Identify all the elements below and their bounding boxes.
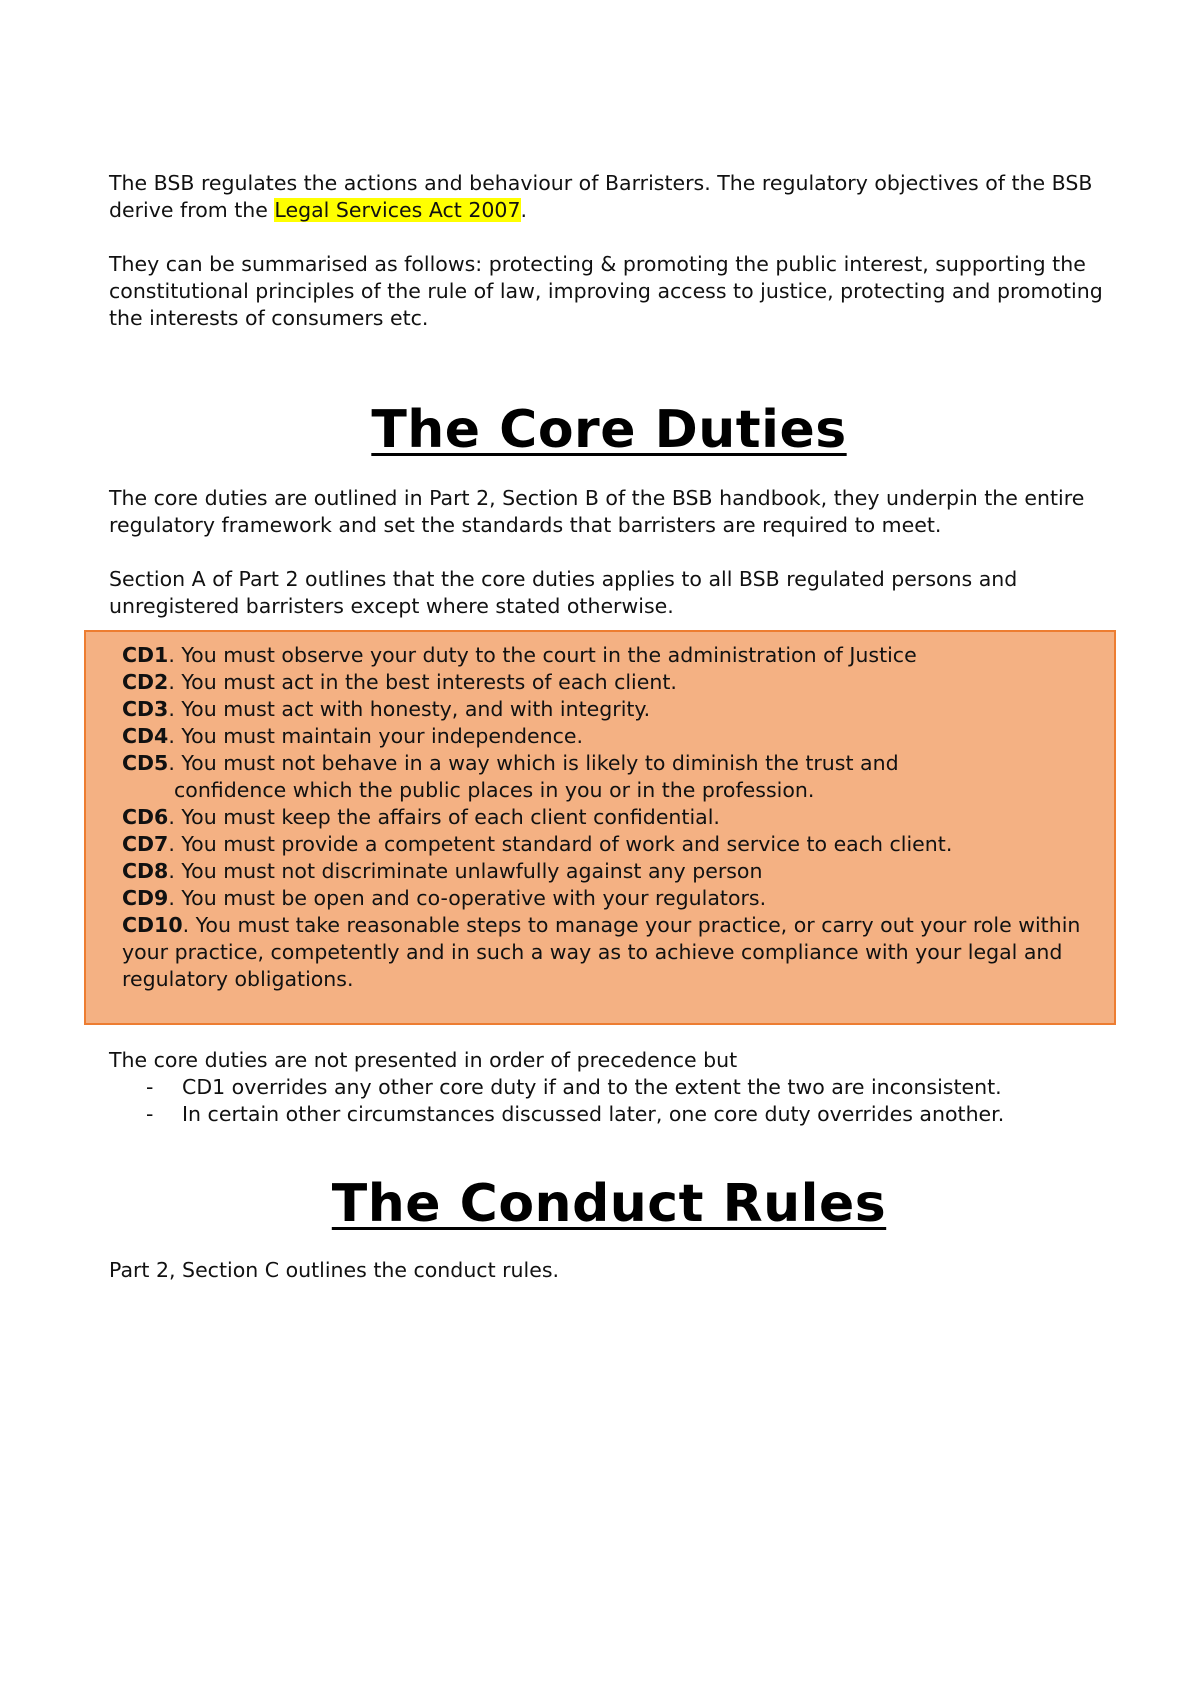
intro-paragraph-1 bbox=[109, 170, 1109, 224]
list-item-text: In certain other circumstances discussed later, one core duty overrides another. bbox=[182, 1102, 1005, 1126]
core-duty-item bbox=[122, 723, 1094, 750]
core-duty-text: . You must observe your duty to the court in the administration of Justice bbox=[168, 643, 917, 667]
dash-bullet: - bbox=[146, 1075, 154, 1099]
core-duty-code: CD7 bbox=[122, 832, 169, 856]
core-duty-item bbox=[122, 858, 1094, 885]
core-duty-code: CD6 bbox=[122, 805, 169, 829]
section-a-paragraph: Section A of Part 2 outlines that the core duties applies to all BSB regulated persons and unregistered barristers except where stated otherwise. bbox=[109, 567, 1018, 618]
core-duty-text: . You must provide a competent standard of work and service to each client. bbox=[168, 832, 953, 856]
dash-bullet: - bbox=[146, 1102, 154, 1126]
conduct-rules-heading: The Conduct Rules bbox=[331, 1174, 887, 1234]
core-duty-text: . You must not discriminate unlawfully against any person bbox=[168, 859, 763, 883]
intro-text-before-highlight: The BSB regulates the actions and behaviour of Barristers. The regulatory objectives of the BSB derive from the bbox=[109, 171, 1093, 222]
core-duty-item bbox=[122, 912, 1094, 993]
core-duty-item bbox=[122, 642, 1094, 669]
core-duty-text: . You must keep the affairs of each client confidential. bbox=[168, 805, 720, 829]
core-duty-code: CD8 bbox=[122, 859, 169, 883]
list-item bbox=[109, 1074, 1109, 1101]
core-duty-text: . You must maintain your independence. bbox=[168, 724, 583, 748]
core-duties-intro: The core duties are outlined in Part 2, Section B of the BSB handbook, they underpin the entire regulatory framework and set the standards that barristers are required to meet. bbox=[109, 486, 1085, 537]
document-page bbox=[109, 170, 1109, 1284]
core-duty-text: . You must not behave in a way which is likely to diminish the trust and bbox=[168, 751, 899, 775]
core-duties-box bbox=[84, 630, 1116, 1025]
core-duty-code: CD9 bbox=[122, 886, 169, 910]
intro-text-after-highlight: . bbox=[520, 198, 528, 222]
core-duty-item bbox=[122, 804, 1094, 831]
precedence-intro: The core duties are not presented in order of precedence but bbox=[109, 1048, 738, 1072]
core-duty-item bbox=[122, 750, 1094, 777]
list-item-text: CD1 overrides any other core duty if and to the extent the two are inconsistent. bbox=[182, 1075, 1002, 1099]
core-duty-continuation: confidence which the public places in you or in the profession. bbox=[174, 778, 815, 802]
list-item bbox=[109, 1101, 1109, 1128]
core-duty-item bbox=[122, 696, 1094, 723]
core-duty-code: CD5 bbox=[122, 751, 169, 775]
core-duty-item bbox=[122, 669, 1094, 696]
core-duty-code: CD1 bbox=[122, 643, 169, 667]
core-duty-code: CD3 bbox=[122, 697, 169, 721]
core-duty-code: CD10 bbox=[122, 913, 183, 937]
core-duty-text: . You must act with honesty, and with integrity. bbox=[168, 697, 651, 721]
core-duty-code: CD4 bbox=[122, 724, 169, 748]
core-duty-item bbox=[122, 885, 1094, 912]
core-duty-text: . You must be open and co-operative with your regulators. bbox=[168, 886, 767, 910]
conduct-rules-intro: Part 2, Section C outlines the conduct rules. bbox=[109, 1258, 560, 1282]
precedence-list bbox=[109, 1074, 1109, 1128]
core-duty-text: . You must take reasonable steps to manage your practice, or carry out your role within your practice, competently and in such a way as to achieve compliance with your legal and regulatory obligations. bbox=[122, 913, 1081, 991]
core-duties-heading: The Core Duties bbox=[371, 400, 847, 460]
core-duty-item bbox=[122, 831, 1094, 858]
core-duty-code: CD2 bbox=[122, 670, 169, 694]
highlighted-act-name: Legal Services Act 2007 bbox=[274, 198, 521, 222]
core-duty-text: . You must act in the best interests of each client. bbox=[168, 670, 677, 694]
intro-paragraph-2: They can be summarised as follows: protecting & promoting the public interest, supporting the constitutional principles of the rule of law, improving access to justice, protecting and promoting the interests of consumers etc. bbox=[109, 252, 1103, 330]
